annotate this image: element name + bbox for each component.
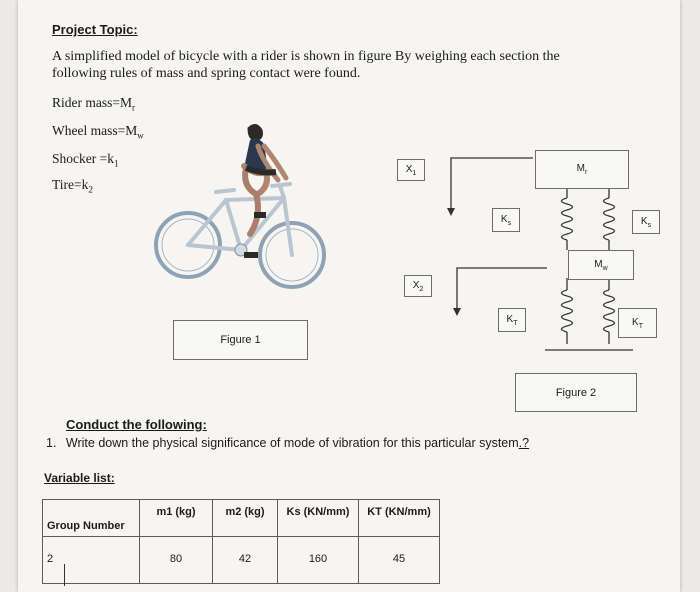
wheel-mass-label: Wheel $mass=M_w$ [52, 123, 144, 141]
tire-spring-right [604, 290, 615, 332]
shocker-spring-right [604, 198, 615, 240]
question-1 [46, 436, 529, 450]
header-kt: KT (KN/mm) [359, 500, 440, 537]
table-row [43, 537, 440, 584]
document-page [18, 0, 680, 592]
cell-kt: 45 [359, 537, 440, 584]
wheel-mass-box: $M_w$ [568, 250, 634, 280]
header-ks: Ks (KN/mm) [278, 500, 359, 537]
cell-m2: 42 [213, 537, 278, 584]
figure1-caption-box [173, 320, 308, 360]
intro-line-1: A simplified model of bicycle with a rider is shown in figure By weighing each section the [52, 49, 560, 64]
conduct-heading: Conduct the following: [66, 417, 207, 432]
x1-arrow-head [447, 208, 455, 216]
kt-right-box: $K_T$ [618, 308, 657, 338]
question-1-number: 1. [46, 436, 57, 450]
intro-line-2: following rules of mass and spring contact were found. [52, 66, 361, 81]
text-cursor [64, 564, 65, 586]
ks-right-box: $K_s$ [632, 210, 660, 234]
rider-mass-box: $M_r$ [535, 150, 629, 189]
figure2-caption: Figure 2 [555, 386, 597, 399]
tire-label: $Tire=k_2$ [52, 177, 93, 195]
bicycle-rider-illustration [146, 112, 336, 292]
variable-list-heading: Variable list: [44, 471, 115, 485]
figure2-caption-box [515, 373, 637, 412]
x1-label-box: $X_1$ [397, 159, 425, 181]
tire-spring-left [562, 290, 573, 332]
kt-left-box: $K_T$ [498, 308, 526, 332]
header-m2: m2 (kg) [213, 500, 278, 537]
header-group-number: Group Number [43, 500, 140, 537]
shocker-label: Shocker $=k_1$ [52, 151, 119, 169]
ks-left-box: $K_s$ [492, 208, 520, 232]
variable-table [42, 499, 440, 584]
x2-label-box: $X_2$ [404, 275, 432, 297]
cell-ks: 160 [278, 537, 359, 584]
x2-arrow-line [457, 268, 547, 310]
cell-m1: 80 [140, 537, 213, 584]
question-1-text: Write down the physical significance of mode of vibration for this particular system [65, 436, 519, 450]
shocker-spring-left [562, 198, 573, 240]
rider-mass-label: Rider $mass=M_r$ [52, 95, 135, 113]
x1-arrow-line [451, 158, 533, 210]
intro-paragraph [52, 48, 642, 82]
cell-group-number: 2 [43, 537, 140, 584]
project-topic-heading: Project Topic: [52, 22, 138, 37]
variable-table-header [43, 500, 440, 537]
header-m1: m1 (kg) [140, 500, 213, 537]
x2-arrow-head [453, 308, 461, 316]
figure1-caption: Figure 1 [220, 334, 261, 346]
question-1-mark: .? [518, 436, 530, 450]
